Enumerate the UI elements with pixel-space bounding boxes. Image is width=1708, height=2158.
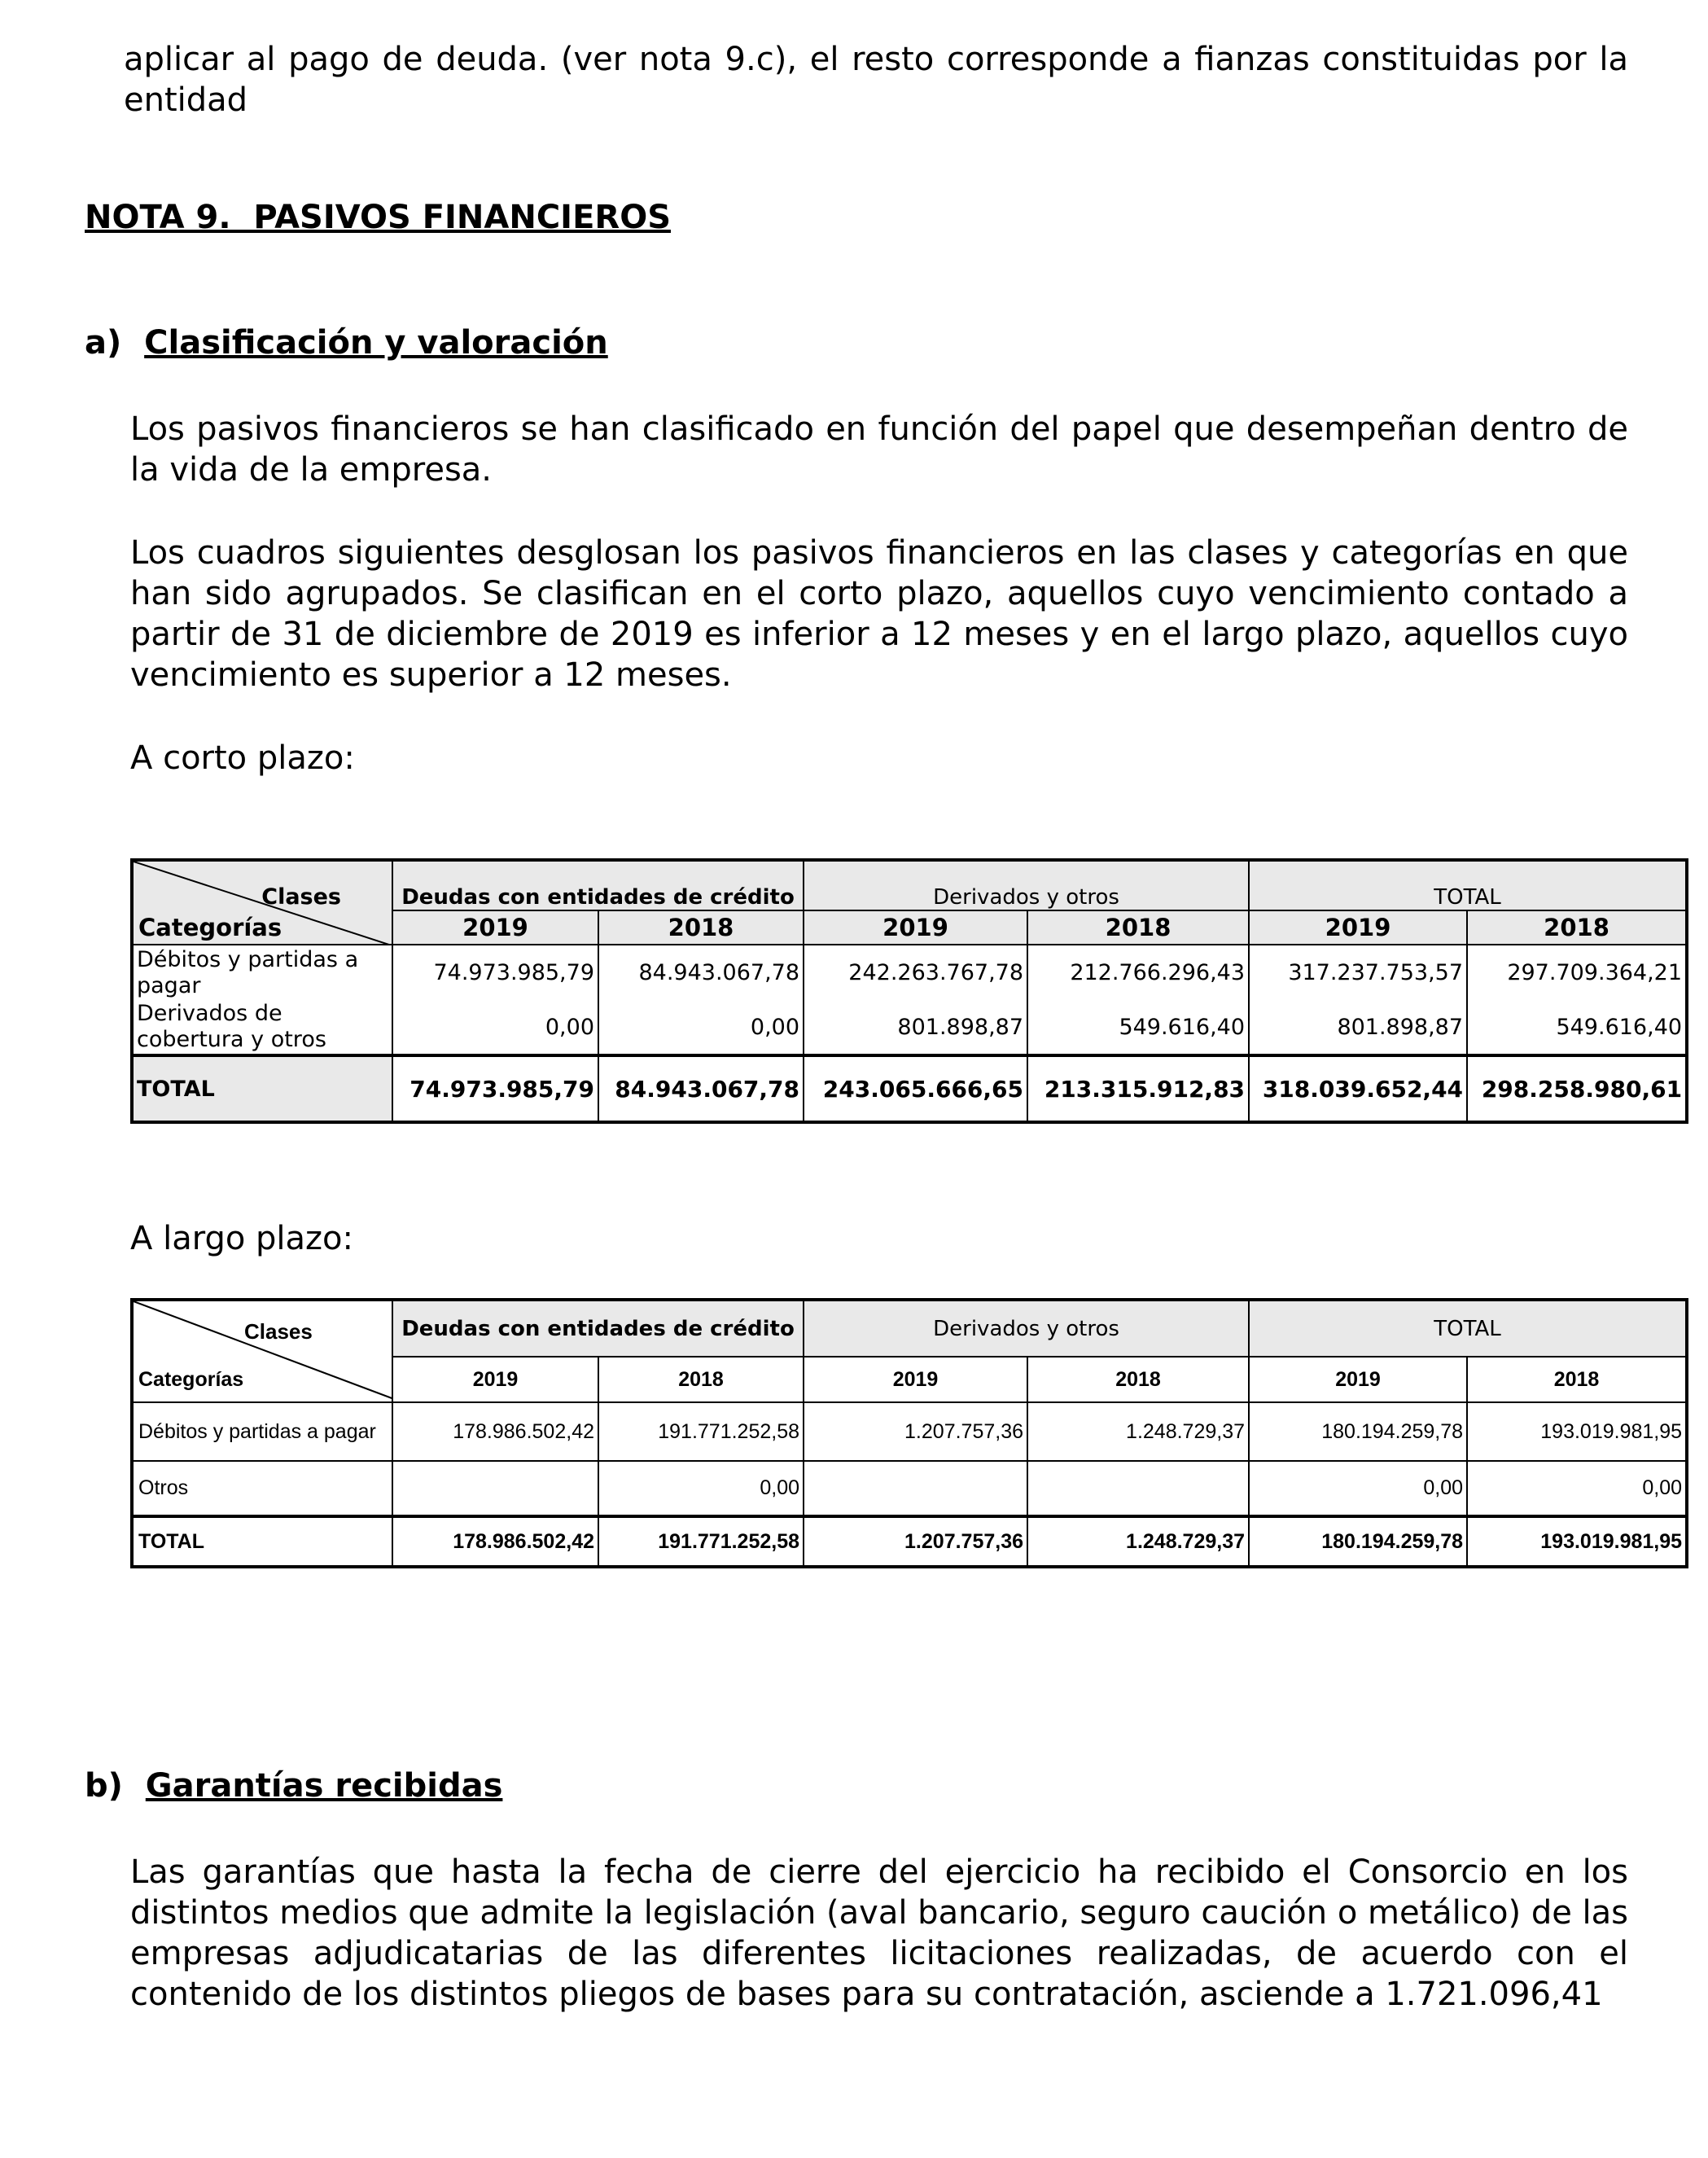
cell-value: 74.973.985,79 <box>392 945 598 1000</box>
cell-value: 801.898,87 <box>1249 1000 1467 1055</box>
cell-value: 0,00 <box>392 1000 598 1055</box>
note-title: NOTA 9. PASIVOS FINANCIEROS <box>85 199 671 236</box>
group-header-total: TOTAL <box>1249 1300 1687 1357</box>
year-header: 2018 <box>1467 910 1687 945</box>
total-value: 298.258.980,61 <box>1467 1055 1687 1122</box>
cell-value: 178.986.502,42 <box>392 1402 598 1461</box>
total-value: 318.039.652,44 <box>1249 1055 1467 1122</box>
total-value: 243.065.666,65 <box>804 1055 1027 1122</box>
section-b-title: Garantías recibidas <box>145 1767 503 1805</box>
total-label: TOTAL <box>132 1055 392 1122</box>
cell-value: 0,00 <box>1249 1461 1467 1516</box>
clases-label: Clases <box>261 884 341 910</box>
cell-value: 1.248.729,37 <box>1027 1402 1249 1461</box>
row-label: Otros <box>132 1461 392 1516</box>
cell-value: 180.194.259,78 <box>1249 1402 1467 1461</box>
row-label: Débitos y partidas a pagar <box>132 945 392 1000</box>
section-a-paragraph-1: Los pasivos financieros se han clasificado en función del papel que desempeñan dentro de la vida de la empresa. <box>130 410 1628 489</box>
table-row <box>132 945 1687 1000</box>
group-header-deudas: Deudas con entidades de crédito <box>392 860 804 910</box>
class-category-header <box>132 860 392 945</box>
cell-value: 1.207.757,36 <box>804 1402 1027 1461</box>
cell-value: 193.019.981,95 <box>1467 1402 1687 1461</box>
total-value: 213.315.912,83 <box>1027 1055 1249 1122</box>
cell-value: 191.771.252,58 <box>598 1402 804 1461</box>
row-label: Derivados de cobertura y otros <box>132 1000 392 1055</box>
categorias-label: Categorías <box>138 914 282 941</box>
cell-value: 317.237.753,57 <box>1249 945 1467 1000</box>
group-header-total: TOTAL <box>1249 860 1687 910</box>
short-term-label: A corto plazo: <box>130 739 355 777</box>
table-row <box>132 1461 1687 1516</box>
cell-value: 84.943.067,78 <box>598 945 804 1000</box>
short-term-table <box>130 858 1688 1124</box>
total-value: 178.986.502,42 <box>392 1516 598 1567</box>
section-b-paragraph: Las garantías que hasta la fecha de cierre del ejercicio ha recibido el Consorcio en los distintos medios que admite la legislación (aval bancario, seguro caución o metálico) de las empresas adjudicatarias de las diferentes licitaciones realizadas, de acuerdo con el contenido de los distintos pliegos de bases para su contratación, asciende a 1.721.096,41 <box>130 1853 1628 2013</box>
total-row <box>132 1516 1687 1567</box>
total-value: 193.019.981,95 <box>1467 1516 1687 1567</box>
year-header: 2019 <box>1249 910 1467 945</box>
year-header: 2018 <box>598 1357 804 1402</box>
year-header: 2018 <box>1467 1357 1687 1402</box>
group-header-deudas: Deudas con entidades de crédito <box>392 1300 804 1357</box>
group-header-derivados: Derivados y otros <box>804 860 1249 910</box>
cell-value: 242.263.767,78 <box>804 945 1027 1000</box>
total-label: TOTAL <box>132 1516 392 1567</box>
year-header: 2019 <box>1249 1357 1467 1402</box>
intro-continuation: aplicar al pago de deuda. (ver nota 9.c), el resto corresponde a fianzas constituidas por la entidad <box>124 41 1628 119</box>
cell-value <box>392 1461 598 1516</box>
cell-value: 801.898,87 <box>804 1000 1027 1055</box>
cell-value <box>1027 1461 1249 1516</box>
section-a-title: Clasificación y valoración <box>144 324 608 362</box>
total-value: 191.771.252,58 <box>598 1516 804 1567</box>
table-row <box>132 1402 1687 1461</box>
total-value: 1.248.729,37 <box>1027 1516 1249 1567</box>
cell-value: 212.766.296,43 <box>1027 945 1249 1000</box>
class-category-header <box>132 1300 392 1402</box>
cell-value: 0,00 <box>598 1461 804 1516</box>
total-value: 1.207.757,36 <box>804 1516 1027 1567</box>
year-header: 2018 <box>598 910 804 945</box>
total-value: 180.194.259,78 <box>1249 1516 1467 1567</box>
section-b-heading <box>85 1767 502 1805</box>
section-b-marker: b) <box>85 1767 123 1805</box>
cell-value: 297.709.364,21 <box>1467 945 1687 1000</box>
year-header: 2018 <box>1027 1357 1249 1402</box>
long-term-table <box>130 1298 1688 1568</box>
long-term-label: A largo plazo: <box>130 1220 353 1257</box>
section-a-heading <box>85 324 608 362</box>
year-header: 2019 <box>392 1357 598 1402</box>
total-value: 84.943.067,78 <box>598 1055 804 1122</box>
year-header: 2019 <box>804 1357 1027 1402</box>
total-row <box>132 1055 1687 1122</box>
year-header: 2019 <box>804 910 1027 945</box>
clases-label: Clases <box>244 1319 313 1344</box>
categorias-label: Categorías <box>138 1368 244 1391</box>
total-value: 74.973.985,79 <box>392 1055 598 1122</box>
cell-value <box>804 1461 1027 1516</box>
cell-value: 549.616,40 <box>1027 1000 1249 1055</box>
year-header: 2018 <box>1027 910 1249 945</box>
cell-value: 0,00 <box>598 1000 804 1055</box>
cell-value: 0,00 <box>1467 1461 1687 1516</box>
section-a-marker: a) <box>85 324 122 362</box>
group-header-derivados: Derivados y otros <box>804 1300 1249 1357</box>
row-label: Débitos y partidas a pagar <box>132 1402 392 1461</box>
cell-value: 549.616,40 <box>1467 1000 1687 1055</box>
section-a-paragraph-2: Los cuadros siguientes desglosan los pasivos financieros en las clases y categorías en que han sido agrupados. Se clasifican en el corto plazo, aquellos cuyo vencimiento contado a partir de 31 de diciembre de 2019 es inferior a 12 meses y en el largo plazo, aquellos cuyo vencimiento es superior a 12 meses. <box>130 534 1628 694</box>
year-header: 2019 <box>392 910 598 945</box>
table-row <box>132 1000 1687 1055</box>
